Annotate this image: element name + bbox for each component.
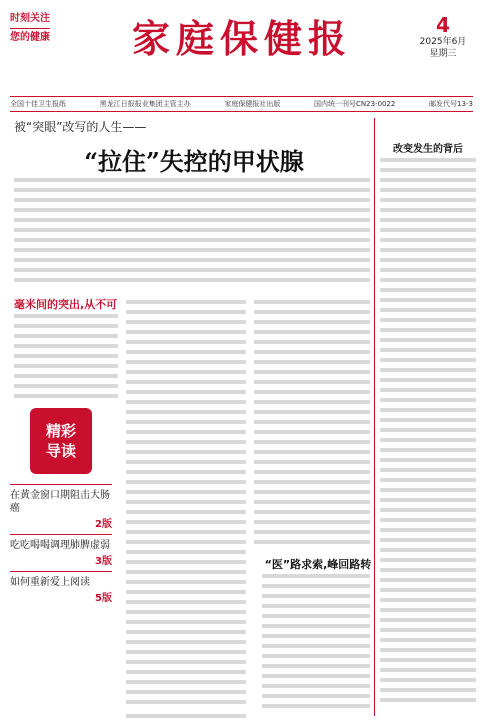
lead-headline: “拉住”失控的甲状腺	[84, 147, 304, 176]
column-body-text	[254, 300, 370, 550]
date-day: 4	[436, 13, 450, 37]
info-item: 家庭保健报社出版	[224, 100, 281, 108]
guide-item-title: 在黄金窗口期阻击大肠癌	[10, 490, 110, 514]
slogan	[10, 12, 50, 45]
guide-item-title: 如何重新爱上阅读	[10, 577, 90, 588]
date-year-month: 2025年6月	[419, 37, 467, 47]
date-weekday: 星期三	[429, 49, 457, 59]
guide-badge-line: 精彩	[45, 422, 76, 440]
guide-item[interactable]	[10, 534, 112, 571]
guide-item[interactable]	[10, 571, 112, 608]
middle-headline: “医”路求索,峰回路转	[264, 558, 372, 571]
guide-item-page: 3版	[95, 556, 112, 567]
guide-item[interactable]	[10, 484, 112, 534]
sidebar-title: 改变发生的背后	[393, 144, 463, 155]
column-body-text	[126, 714, 246, 724]
slogan-line-1: 时刻关注	[10, 12, 50, 29]
info-item: 黑龙江日报报业集团主管主办	[99, 100, 191, 108]
info-item: 邮发代号13-3	[429, 100, 473, 108]
slogan-line-2: 您的健康	[10, 32, 50, 43]
column-body-text	[126, 300, 246, 710]
section-headline: 毫米间的突出,从不可	[14, 298, 118, 311]
guide-item-title: 吃吃喝喝调理肺脾虚弱	[10, 540, 110, 551]
masthead	[0, 0, 483, 88]
info-bar	[10, 96, 473, 112]
column-divider	[374, 118, 375, 716]
info-item: 全国十佳卫生报纸	[10, 100, 66, 108]
info-item: 国内统一刊号CN23-0022	[314, 100, 396, 108]
guide-badge	[30, 408, 92, 474]
lead-subheadline: 被“突眼”改写的人生——	[14, 120, 147, 134]
guide-item-page: 5版	[95, 593, 112, 604]
guide-item-page: 2版	[95, 519, 112, 530]
middle-body-text	[262, 574, 370, 714]
section-body-text	[14, 314, 118, 404]
date-block	[413, 14, 473, 60]
highlights-guide	[10, 408, 112, 724]
newspaper-title: 家庭保健报	[131, 16, 352, 61]
lead-body-text	[14, 178, 370, 288]
sidebar-body-text	[380, 158, 476, 708]
guide-badge-line: 导读	[45, 442, 76, 460]
